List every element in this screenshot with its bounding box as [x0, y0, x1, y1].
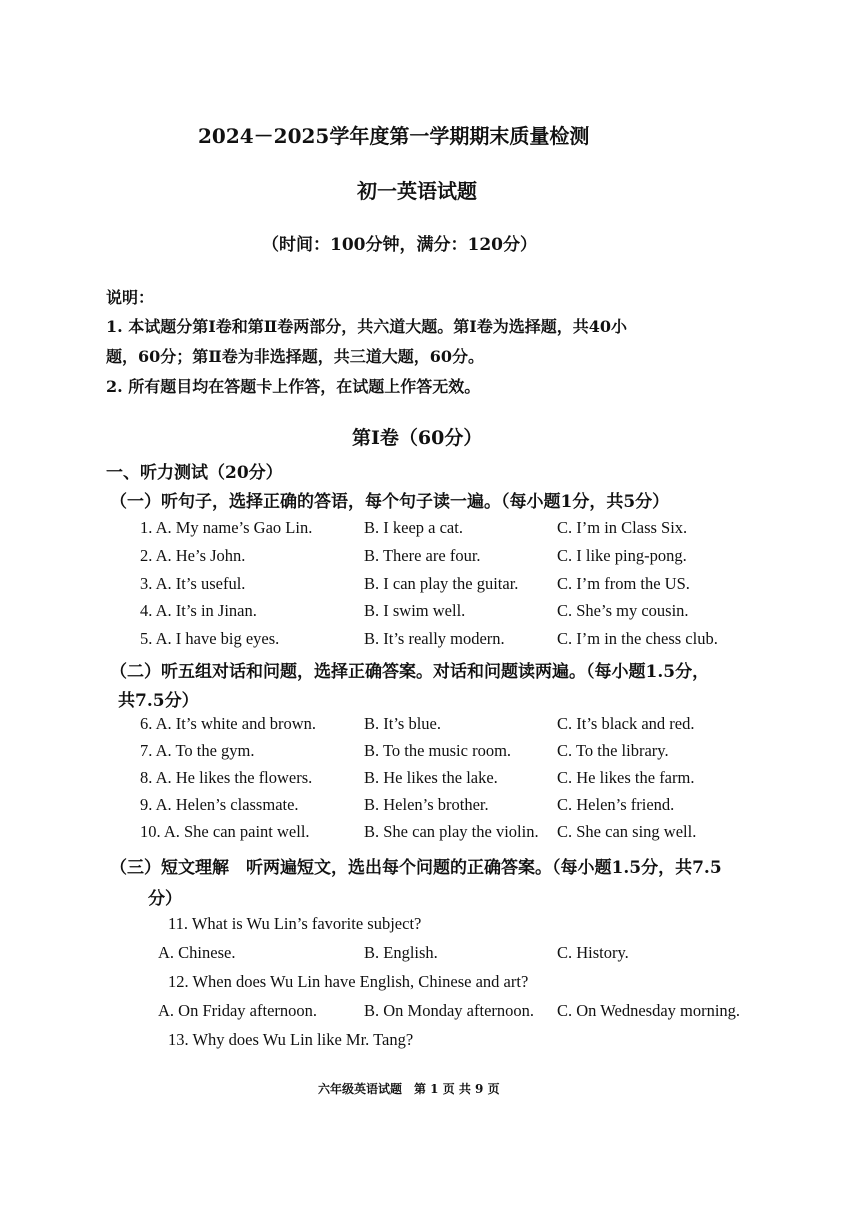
sec3-title-a: （三）短文理解 听两遍短文，选出每个问题的正确答案。（每小题1.5分，共7.5: [110, 858, 722, 878]
q9-option-c: C. Helen’s friend.: [557, 795, 675, 814]
q6-option-b: B. It’s blue.: [364, 714, 441, 733]
q2-option-c: C. I like ping-pong.: [557, 546, 687, 565]
q11-question: 11. What is Wu Lin’s favorite subject?: [168, 914, 422, 933]
q9-option-a: 9. A. Helen’s classmate.: [140, 795, 299, 814]
q1-option-a: 1. A. My name’s Gao Lin.: [140, 518, 313, 537]
notes-line-1b: 题，60分；第Ⅱ卷为非选择题，共三道大题，60分。: [106, 347, 485, 366]
q2-option-b: B. There are four.: [364, 546, 481, 565]
q6-option-a: 6. A. It’s white and brown.: [140, 714, 316, 733]
page-footer: 六年级英语试题 第 1 页 共 9 页: [318, 1082, 500, 1096]
q8-option-c: C. He likes the farm.: [557, 768, 695, 787]
exam-time: （时间：100分钟，满分：120分）: [262, 235, 537, 255]
q5-option-a: 5. A. I have big eyes.: [140, 629, 280, 648]
q3-option-a: 3. A. It’s useful.: [140, 574, 246, 593]
q4-option-a: 4. A. It’s in Jinan.: [140, 601, 257, 620]
q3-option-b: B. I can play the guitar.: [364, 574, 519, 593]
sec2-title-b: 共7.5分）: [118, 691, 199, 711]
q12-option-a: A. On Friday afternoon.: [158, 1001, 318, 1020]
q8-option-a: 8. A. He likes the flowers.: [140, 768, 313, 787]
q11-option-b: B. English.: [364, 943, 438, 962]
q12-question: 12. When does Wu Lin have English, Chinese and art?: [168, 972, 529, 991]
q4-option-c: C. She’s my cousin.: [557, 601, 689, 620]
part1-title: 第Ⅰ卷（60分）: [352, 427, 483, 449]
sec2-title-a: （二）听五组对话和问题，选择正确答案。对话和问题读两遍。（每小题1.5分，: [110, 662, 710, 682]
notes-line-2: 2. 所有题目均在答题卡上作答，在试题上作答无效。: [106, 377, 481, 396]
q9-option-b: B. Helen’s brother.: [364, 795, 489, 814]
notes-label: 说明：: [106, 288, 155, 307]
exam-subject: 初一英语试题: [357, 179, 477, 203]
q7-option-b: B. To the music room.: [364, 741, 512, 760]
q10-option-b: B. She can play the violin.: [364, 822, 539, 841]
sec3-title-b: 分）: [148, 889, 182, 909]
q11-option-c: C. History.: [557, 943, 629, 962]
q1-option-b: B. I keep a cat.: [364, 518, 463, 537]
q7-option-a: 7. A. To the gym.: [140, 741, 255, 760]
q1-option-c: C. I’m in Class Six.: [557, 518, 688, 537]
q10-option-a: 10. A. She can paint well.: [140, 822, 310, 841]
listening-title: 一、听力测试（20分）: [106, 463, 283, 483]
q6-option-c: C. It’s black and red.: [557, 714, 695, 733]
sec1-title: （一）听句子，选择正确的答语，每个句子读一遍。（每小题1分，共5分）: [110, 492, 670, 512]
q5-option-b: B. It’s really modern.: [364, 629, 505, 648]
q4-option-b: B. I swim well.: [364, 601, 466, 620]
q2-option-a: 2. A. He’s John.: [140, 546, 246, 565]
q5-option-c: C. I’m in the chess club.: [557, 629, 718, 648]
q12-option-c: C. On Wednesday morning.: [557, 1001, 741, 1020]
q12-option-b: B. On Monday afternoon.: [364, 1001, 535, 1020]
q10-option-c: C. She can sing well.: [557, 822, 697, 841]
q3-option-c: C. I’m from the US.: [557, 574, 690, 593]
q8-option-b: B. He likes the lake.: [364, 768, 498, 787]
notes-line-1a: 1. 本试题分第Ⅰ卷和第Ⅱ卷两部分，共六道大题。第Ⅰ卷为选择题，共40小: [106, 317, 627, 336]
q13-question: 13. Why does Wu Lin like Mr. Tang?: [168, 1030, 414, 1049]
exam-title: 2024－2025学年度第一学期期末质量检测: [198, 124, 590, 148]
q7-option-c: C. To the library.: [557, 741, 669, 760]
q11-option-a: A. Chinese.: [158, 943, 236, 962]
